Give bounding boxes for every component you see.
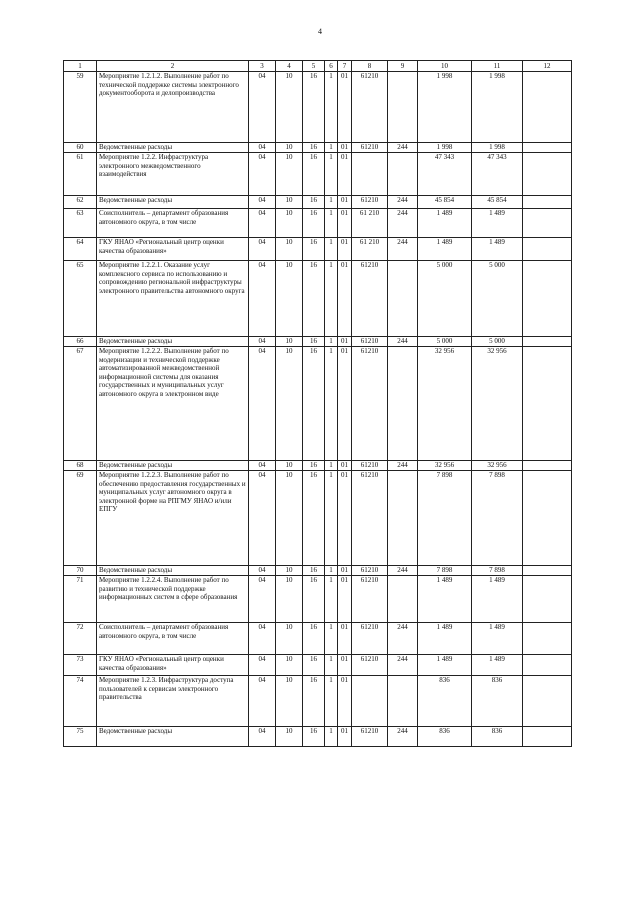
col4-cell: 10 (276, 153, 303, 196)
col11-cell: 5 000 (472, 337, 523, 347)
column-number: 9 (388, 61, 418, 72)
col7-cell: 01 (338, 347, 352, 461)
col7-cell: 01 (338, 676, 352, 727)
col6-cell: 1 (325, 261, 338, 337)
col9-cell (388, 347, 418, 461)
col4-cell: 10 (276, 261, 303, 337)
table-row (64, 347, 572, 461)
col12-cell (523, 566, 572, 576)
col8-cell: 61210 (352, 623, 388, 655)
col11-cell: 1 489 (472, 623, 523, 655)
col5-cell: 16 (303, 471, 325, 566)
row-name-cell: Ведомственные расходы (97, 337, 249, 347)
col11-cell: 1 998 (472, 143, 523, 153)
col6-cell: 1 (325, 347, 338, 461)
col7-cell: 01 (338, 576, 352, 623)
col10-cell: 32 956 (418, 461, 472, 471)
column-number: 7 (338, 61, 352, 72)
col12-cell (523, 153, 572, 196)
col11-cell: 7 898 (472, 471, 523, 566)
column-number: 11 (472, 61, 523, 72)
col4-cell: 10 (276, 623, 303, 655)
col8-cell (352, 676, 388, 727)
row-number-cell: 59 (64, 72, 97, 143)
table-row (64, 566, 572, 576)
row-name-cell: Ведомственные расходы (97, 143, 249, 153)
col4-cell: 10 (276, 209, 303, 238)
col3-cell: 04 (249, 153, 276, 196)
col10-cell: 1 489 (418, 655, 472, 676)
row-name-cell: ГКУ ЯНАО «Региональный центр оценки качества образования» (97, 655, 249, 676)
col9-cell (388, 576, 418, 623)
col7-cell: 01 (338, 461, 352, 471)
row-number-cell: 64 (64, 238, 97, 261)
col8-cell: 61 210 (352, 238, 388, 261)
col3-cell: 04 (249, 347, 276, 461)
col3-cell: 04 (249, 209, 276, 238)
table-row (64, 337, 572, 347)
col12-cell (523, 623, 572, 655)
col3-cell: 04 (249, 72, 276, 143)
col6-cell: 1 (325, 566, 338, 576)
row-number-cell: 68 (64, 461, 97, 471)
col7-cell: 01 (338, 727, 352, 747)
col11-cell: 1 489 (472, 238, 523, 261)
col12-cell (523, 347, 572, 461)
col6-cell: 1 (325, 623, 338, 655)
col6-cell: 1 (325, 209, 338, 238)
col7-cell: 01 (338, 143, 352, 153)
row-number-cell: 72 (64, 623, 97, 655)
col9-cell: 244 (388, 461, 418, 471)
row-name-cell: Ведомственные расходы (97, 727, 249, 747)
col8-cell: 61210 (352, 337, 388, 347)
col5-cell: 16 (303, 143, 325, 153)
col5-cell: 16 (303, 347, 325, 461)
col12-cell (523, 576, 572, 623)
col11-cell: 1 998 (472, 72, 523, 143)
row-name-cell: Соисполнитель – департамент образования автономного округа, в том числе (97, 209, 249, 238)
col6-cell: 1 (325, 196, 338, 209)
col12-cell (523, 72, 572, 143)
col4-cell: 10 (276, 337, 303, 347)
col7-cell: 01 (338, 337, 352, 347)
col10-cell: 32 956 (418, 347, 472, 461)
table-row (64, 623, 572, 655)
col8-cell: 61210 (352, 655, 388, 676)
row-name-cell: Мероприятие 1.2.2. Инфраструктура электронного межведомственного взаимодействия (97, 153, 249, 196)
row-number-cell: 61 (64, 153, 97, 196)
col9-cell: 244 (388, 655, 418, 676)
col5-cell: 16 (303, 576, 325, 623)
col4-cell: 10 (276, 196, 303, 209)
row-number-cell: 62 (64, 196, 97, 209)
row-number-cell: 60 (64, 143, 97, 153)
col10-cell: 7 898 (418, 566, 472, 576)
col9-cell (388, 72, 418, 143)
col3-cell: 04 (249, 471, 276, 566)
col12-cell (523, 209, 572, 238)
col8-cell: 61210 (352, 143, 388, 153)
col3-cell: 04 (249, 727, 276, 747)
col10-cell: 7 898 (418, 471, 472, 566)
col6-cell: 1 (325, 153, 338, 196)
col8-cell: 61210 (352, 461, 388, 471)
col4-cell: 10 (276, 727, 303, 747)
col4-cell: 10 (276, 471, 303, 566)
col11-cell: 5 000 (472, 261, 523, 337)
col8-cell: 61210 (352, 261, 388, 337)
col4-cell: 10 (276, 566, 303, 576)
table-row (64, 209, 572, 238)
col10-cell: 5 000 (418, 337, 472, 347)
row-number-cell: 73 (64, 655, 97, 676)
row-name-cell: Мероприятие 1.2.2.3. Выполнение работ по обеспечению предоставления государственных и муниципальных услуг автономного округа в электронной форме на РПГМУ ЯНАО и/или ЕПГУ (97, 471, 249, 566)
col4-cell: 10 (276, 238, 303, 261)
col8-cell: 61210 (352, 72, 388, 143)
col3-cell: 04 (249, 623, 276, 655)
col10-cell: 836 (418, 676, 472, 727)
col8-cell: 61210 (352, 471, 388, 566)
col7-cell: 01 (338, 238, 352, 261)
col7-cell: 01 (338, 153, 352, 196)
row-name-cell: ГКУ ЯНАО «Региональный центр оценки качества образования» (97, 238, 249, 261)
row-name-cell: Мероприятие 1.2.1.2. Выполнение работ по технической поддержке системы электронного документооборота и делопроизводства (97, 72, 249, 143)
col8-cell (352, 153, 388, 196)
col8-cell: 61210 (352, 347, 388, 461)
table-row (64, 676, 572, 727)
column-number: 8 (352, 61, 388, 72)
col9-cell (388, 261, 418, 337)
col3-cell: 04 (249, 143, 276, 153)
col10-cell: 1 489 (418, 576, 472, 623)
col11-cell: 45 854 (472, 196, 523, 209)
col3-cell: 04 (249, 337, 276, 347)
col9-cell: 244 (388, 566, 418, 576)
col11-cell: 1 489 (472, 576, 523, 623)
table-row (64, 153, 572, 196)
col7-cell: 01 (338, 471, 352, 566)
col4-cell: 10 (276, 461, 303, 471)
col10-cell: 47 343 (418, 153, 472, 196)
col9-cell: 244 (388, 238, 418, 261)
col5-cell: 16 (303, 337, 325, 347)
table-row (64, 72, 572, 143)
col6-cell: 1 (325, 471, 338, 566)
col8-cell: 61210 (352, 566, 388, 576)
col6-cell: 1 (325, 727, 338, 747)
col8-cell: 61210 (352, 196, 388, 209)
table-row (64, 143, 572, 153)
col9-cell: 244 (388, 337, 418, 347)
col9-cell: 244 (388, 143, 418, 153)
col5-cell: 16 (303, 209, 325, 238)
column-number: 4 (276, 61, 303, 72)
col11-cell: 1 489 (472, 209, 523, 238)
row-name-cell: Ведомственные расходы (97, 566, 249, 576)
col12-cell (523, 261, 572, 337)
col11-cell: 32 956 (472, 461, 523, 471)
col10-cell: 5 000 (418, 261, 472, 337)
col5-cell: 16 (303, 623, 325, 655)
col5-cell: 16 (303, 153, 325, 196)
column-number: 2 (97, 61, 249, 72)
col12-cell (523, 461, 572, 471)
col9-cell (388, 676, 418, 727)
col6-cell: 1 (325, 461, 338, 471)
col7-cell: 01 (338, 72, 352, 143)
col5-cell: 16 (303, 676, 325, 727)
col3-cell: 04 (249, 676, 276, 727)
col5-cell: 16 (303, 238, 325, 261)
col11-cell: 47 343 (472, 153, 523, 196)
col9-cell: 244 (388, 196, 418, 209)
row-number-cell: 75 (64, 727, 97, 747)
column-number: 12 (523, 61, 572, 72)
col12-cell (523, 337, 572, 347)
col11-cell: 32 956 (472, 347, 523, 461)
col6-cell: 1 (325, 72, 338, 143)
col3-cell: 04 (249, 261, 276, 337)
col10-cell: 1 998 (418, 72, 472, 143)
row-name-cell: Ведомственные расходы (97, 461, 249, 471)
table-row (64, 196, 572, 209)
col12-cell (523, 471, 572, 566)
col9-cell: 244 (388, 209, 418, 238)
col10-cell: 1 489 (418, 209, 472, 238)
col7-cell: 01 (338, 655, 352, 676)
col6-cell: 1 (325, 576, 338, 623)
col8-cell: 61210 (352, 576, 388, 623)
col4-cell: 10 (276, 576, 303, 623)
col6-cell: 1 (325, 676, 338, 727)
col6-cell: 1 (325, 143, 338, 153)
table-row (64, 461, 572, 471)
col9-cell (388, 153, 418, 196)
page-number: 4 (318, 27, 322, 36)
row-number-cell: 69 (64, 471, 97, 566)
row-name-cell: Мероприятие 1.2.3. Инфраструктура доступа пользователей к сервисам электронного правительства (97, 676, 249, 727)
col5-cell: 16 (303, 261, 325, 337)
row-number-cell: 74 (64, 676, 97, 727)
col4-cell: 10 (276, 676, 303, 727)
col6-cell: 1 (325, 238, 338, 261)
col7-cell: 01 (338, 623, 352, 655)
table-row (64, 261, 572, 337)
row-number-cell: 66 (64, 337, 97, 347)
row-name-cell: Мероприятие 1.2.2.2. Выполнение работ по модернизации и технической поддержке автоматизированной межведомственной информационной системы для оказания государственных и муниципальных услуг автономного округа в электронном виде (97, 347, 249, 461)
col10-cell: 836 (418, 727, 472, 747)
column-number: 5 (303, 61, 325, 72)
col5-cell: 16 (303, 655, 325, 676)
col5-cell: 16 (303, 727, 325, 747)
table-row (64, 471, 572, 566)
column-number: 3 (249, 61, 276, 72)
row-number-cell: 65 (64, 261, 97, 337)
row-number-cell: 70 (64, 566, 97, 576)
col11-cell: 836 (472, 727, 523, 747)
table-row (64, 238, 572, 261)
col10-cell: 45 854 (418, 196, 472, 209)
col9-cell: 244 (388, 727, 418, 747)
row-number-cell: 71 (64, 576, 97, 623)
table-row (64, 727, 572, 747)
col12-cell (523, 676, 572, 727)
col12-cell (523, 655, 572, 676)
col5-cell: 16 (303, 72, 325, 143)
row-name-cell: Мероприятие 1.2.2.4. Выполнение работ по развитию и технической поддержке информационных систем в сфере образования (97, 576, 249, 623)
col3-cell: 04 (249, 576, 276, 623)
row-name-cell: Мероприятие 1.2.2.1. Оказание услуг комплексного сервиса по использованию и сопровождению региональной инфраструктуры электронного правительства автономного округа (97, 261, 249, 337)
col12-cell (523, 238, 572, 261)
col10-cell: 1 489 (418, 623, 472, 655)
col6-cell: 1 (325, 337, 338, 347)
table-row (64, 655, 572, 676)
row-number-cell: 67 (64, 347, 97, 461)
row-name-cell: Соисполнитель – департамент образования автономного округа, в том числе (97, 623, 249, 655)
col4-cell: 10 (276, 347, 303, 461)
col11-cell: 1 489 (472, 655, 523, 676)
column-number: 6 (325, 61, 338, 72)
col7-cell: 01 (338, 566, 352, 576)
col5-cell: 16 (303, 566, 325, 576)
col4-cell: 10 (276, 143, 303, 153)
col10-cell: 1 998 (418, 143, 472, 153)
row-number-cell: 63 (64, 209, 97, 238)
table-row (64, 576, 572, 623)
col12-cell (523, 196, 572, 209)
col3-cell: 04 (249, 461, 276, 471)
col7-cell: 01 (338, 209, 352, 238)
col8-cell: 61 210 (352, 209, 388, 238)
col7-cell: 01 (338, 261, 352, 337)
col7-cell: 01 (338, 196, 352, 209)
col9-cell: 244 (388, 623, 418, 655)
col3-cell: 04 (249, 238, 276, 261)
col4-cell: 10 (276, 655, 303, 676)
row-name-cell: Ведомственные расходы (97, 196, 249, 209)
col11-cell: 7 898 (472, 566, 523, 576)
col5-cell: 16 (303, 461, 325, 471)
col3-cell: 04 (249, 196, 276, 209)
col4-cell: 10 (276, 72, 303, 143)
column-number-row (64, 61, 572, 72)
col3-cell: 04 (249, 566, 276, 576)
col9-cell (388, 471, 418, 566)
col12-cell (523, 727, 572, 747)
col3-cell: 04 (249, 655, 276, 676)
col5-cell: 16 (303, 196, 325, 209)
col6-cell: 1 (325, 655, 338, 676)
column-number: 10 (418, 61, 472, 72)
col10-cell: 1 489 (418, 238, 472, 261)
col8-cell: 61210 (352, 727, 388, 747)
budget-table (63, 60, 572, 747)
col12-cell (523, 143, 572, 153)
col11-cell: 836 (472, 676, 523, 727)
column-number: 1 (64, 61, 97, 72)
